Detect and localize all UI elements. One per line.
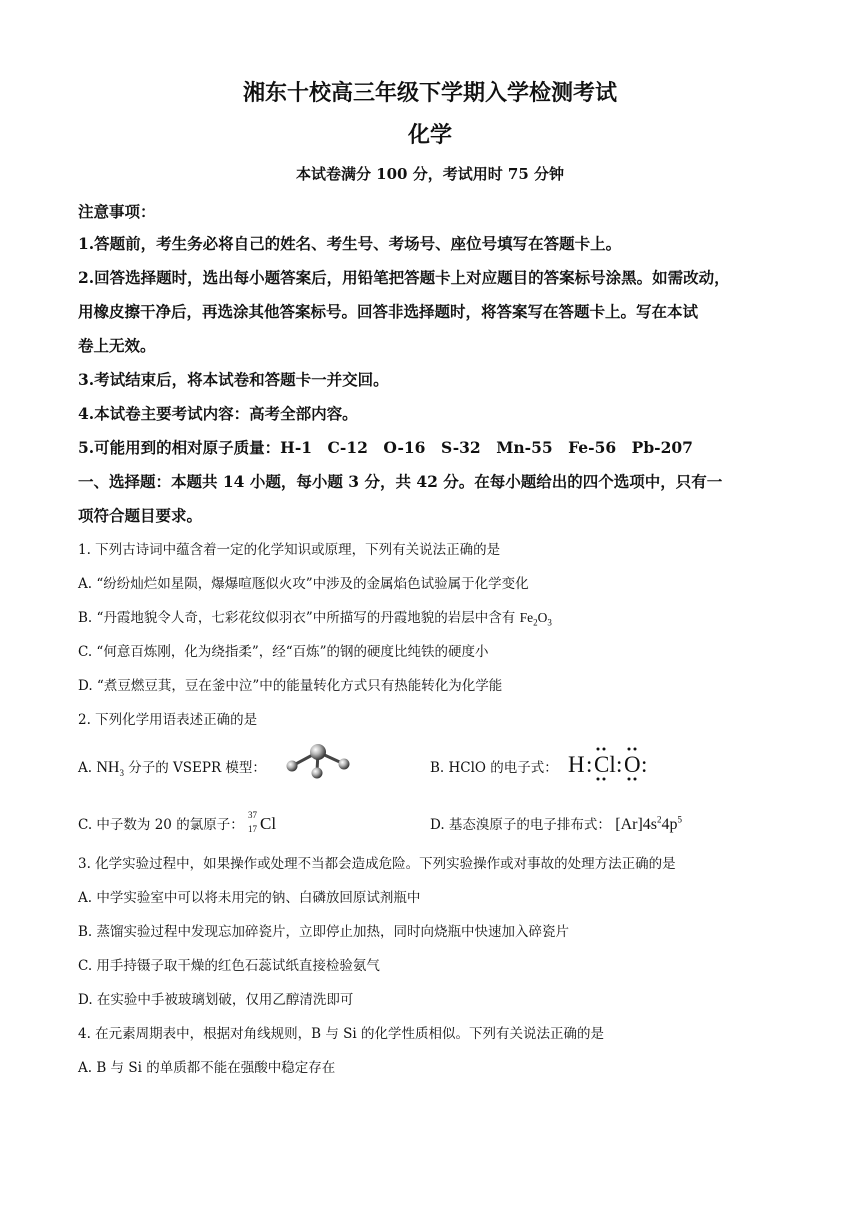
- note-2-line-1: 2.回答选择题时，选出每小题答案后，用铅笔把答题卡上对应题目的答案标号涂黑。如需改动，: [78, 268, 730, 287]
- q3-option-c: C. 用手持镊子取干燥的红色石蕊试纸直接检验氨气: [78, 958, 380, 974]
- q4-stem: 4. 在元素周期表中，根据对角线规则，B 与 Si 的化学性质相似。下列有关说法正确的是: [78, 1026, 605, 1042]
- note-2-line-2: 用橡皮擦干净后，再选涂其他答案标号。回答非选择题时，将答案写在答题卡上。写在本试: [78, 302, 699, 321]
- svg-text::: :: [641, 752, 648, 777]
- svg-text:O: O: [624, 752, 641, 777]
- q2-option-b: B. HClO 的电子式：: [430, 760, 558, 776]
- q2-stem: 2. 下列化学用语表述正确的是: [78, 712, 258, 728]
- q1-option-d: D. “煮豆燃豆萁，豆在釜中泣”中的能量转化方式只有热能转化为化学能: [78, 678, 503, 694]
- subject-title: 化学: [407, 122, 452, 148]
- note-2-line-3: 卷上无效。: [78, 336, 156, 355]
- svg-text:H: H: [568, 752, 585, 777]
- q2-option-a: A. $NH_3$ 分子的 VSEPR 模型：: [78, 759, 266, 779]
- note-1: 1.答题前，考生务必将自己的姓名、考生号、考场号、座位号填写在答题卡上。: [78, 234, 622, 253]
- nh3-formula: $NH_3$: [96, 759, 124, 779]
- hclo-electron-formula: [566, 742, 656, 782]
- section-heading-line-2: 项符合题目要求。: [78, 506, 203, 525]
- q3-option-d: D. 在实验中手被玻璃划破，仅用乙醇清洗即可: [78, 992, 354, 1008]
- q3-option-b: B. 蒸馏实验过程中发现忘加碎瓷片，立即停止加热，同时向烧瓶中快速加入碎瓷片: [78, 924, 570, 940]
- note-3: 3.考试结束后，将本试卷和答题卡一并交回。: [78, 370, 389, 389]
- q3-stem: 3. 化学实验过程中，如果操作或处理不当都会造成危险。下列实验操作或对事故的处理方法正确的是: [78, 856, 676, 872]
- svg-text::: :: [586, 752, 593, 777]
- exam-info: 本试卷满分 100 分，考试用时 75 分钟: [295, 165, 565, 183]
- q1-option-b: [78, 606, 778, 628]
- q4-option-a: A. B 与 Si 的单质都不能在强酸中稳定存在: [78, 1060, 336, 1076]
- q3-option-a: A. 中学实验室中可以将未用完的钠、白磷放回原试剂瓶中: [78, 890, 421, 906]
- q2-option-c: C. 中子数为 20 的氯原子： 37 17 Cl: [78, 813, 408, 836]
- section-heading-line-1: 一、选择题：本题共 14 小题，每小题 3 分，共 42 分。在每小题给出的四个选项中，只有一: [78, 472, 723, 491]
- svg-text:Cl: Cl: [594, 752, 616, 777]
- notes-heading: 注意事项：: [78, 202, 156, 221]
- vsepr-model-image: [282, 742, 360, 780]
- q2-option-d: D. 基态溴原子的电子排布式： $[Ar]4s^24p^5$: [430, 814, 682, 833]
- svg-text::: :: [616, 752, 623, 777]
- q1-option-a: A. “纷纷灿烂如星陨，爆爆喧豗似火攻”中涉及的金属焰色试验属于化学变化: [78, 576, 529, 592]
- q1-stem: 1. 下列古诗词中蕴含着一定的化学知识或原理，下列有关说法正确的是: [78, 542, 501, 558]
- fe2o3-formula: $Fe_2O_3$: [519, 610, 552, 628]
- q1-option-b-text: B. “丹霞地貌令人奇，七彩花纹似羽衣”中所描写的丹霞地貌的岩层中含有: [78, 610, 516, 626]
- q1-option-c: C. “何意百炼刚，化为绕指柔”，经“百炼”的钢的硬度比纯铁的硬度小: [78, 644, 489, 660]
- cl37-symbol: 37 17 Cl: [248, 809, 277, 834]
- exam-title: 湘东十校高三年级下学期入学检测考试: [242, 80, 617, 106]
- note-4: 4.本试卷主要考试内容：高考全部内容。: [78, 404, 358, 423]
- note-5: 5.可能用到的相对原子质量：H-1 C-12 O-16 S-32 Mn-55 Fe-56 Pb-207: [78, 438, 693, 457]
- br-electron-config: $[Ar]4s^24p^5$: [615, 814, 682, 833]
